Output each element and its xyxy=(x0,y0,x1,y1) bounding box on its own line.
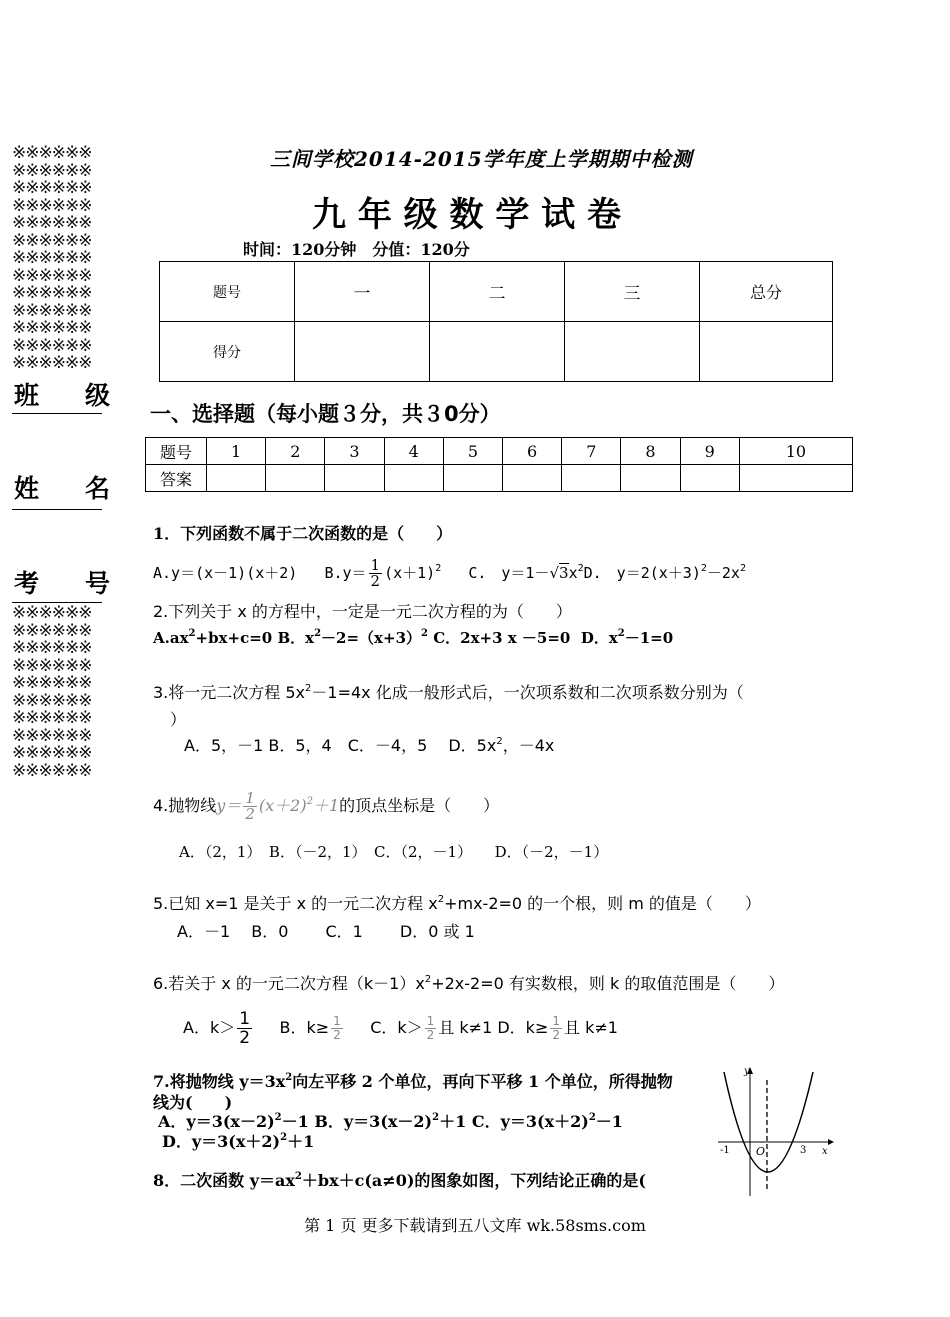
neg-one-label: -1 xyxy=(720,1145,730,1156)
score-cell xyxy=(700,322,833,382)
sidebar-pattern-top: ※※※※※※ ※※※※※※ ※※※※※※ ※※※※※※ ※※※※※※ ※※※※※※ ※※※※※※ ※※※※※※ ※※※※※※ ※※※※※※ ※※※※※※ ※※※※※※ ※※※※※※ xyxy=(12,145,92,373)
exam-title: 九 年 级 数 学 试 卷 xyxy=(312,195,622,235)
score-cell xyxy=(430,322,565,382)
q7-stem: 7.将抛物线 $y=3x^2$向左平移 2 个单位，再向下平移 1 个单位，所得抛物 xyxy=(153,1072,673,1091)
section1-title: 一、选择题（每小题３分，共３0分） xyxy=(150,402,501,426)
q3-stem: 3.将一元二次方程 $5x^2-1=4x$ 化成一般形式后，一次项系数和二次项系数分别为（ xyxy=(153,683,744,702)
q6-stem: 6.若关于 x 的一元二次方程$(k-1)x^2+2x-2=0$ 有实数根，则 k 的取值范围是（ ） xyxy=(153,974,785,993)
answer-cell xyxy=(621,465,680,492)
q7-options-row2: D．$y=3(x+2)^2+1$ xyxy=(162,1132,315,1151)
answer-number: 1 xyxy=(207,438,266,465)
score-cell xyxy=(565,322,700,382)
answer-cell xyxy=(562,465,621,492)
q6-options: A．k＞ $\frac{1}{2}$ B．k≥ $\frac{1}{2}$ C．k＞ $\frac{1}{2}$ 且 k≠1 D．k≥ $\frac{1}{2}$ 且 k≠1 xyxy=(183,1009,618,1048)
q7-stem-cont: 线为( ) xyxy=(153,1093,233,1112)
score-cell xyxy=(295,322,430,382)
q4-stem: 4.抛物线y＝ $\frac{1}{2}$ $(x+2)^2+1$的顶点坐标是（ ） xyxy=(153,789,500,823)
q2-options: $A.ax^2+bx+c=0$ B．$x^2-2=(x+3)^2$ C．2x+3 x －5=0 D．$x^2-1=0$ xyxy=(153,628,674,647)
answer-cell xyxy=(384,465,443,492)
school-title: 三间学校2014-2015学年度上学期期中检测 xyxy=(270,147,693,171)
parabola-graph xyxy=(712,1062,837,1198)
sidebar-pattern-bottom: ※※※※※※ ※※※※※※ ※※※※※※ ※※※※※※ ※※※※※※ ※※※※※※ ※※※※※※ ※※※※※※ ※※※※※※ ※※※※※※ xyxy=(12,605,92,781)
score-table xyxy=(159,261,833,382)
exam-number-label: 考 号 xyxy=(14,569,110,598)
time-info: 时间：120分钟 分值：120分 xyxy=(243,240,470,259)
x-axis-arrow xyxy=(828,1139,834,1145)
q5-stem: 5.已知 x=1 是关于 x 的一元二次方程 $x^2+mx-2=0$ 的一个根，则 m 的值是（ ） xyxy=(153,894,761,913)
score-header-three: 三 xyxy=(565,262,700,322)
answer-number: 10 xyxy=(739,438,852,465)
name-label: 姓 名 xyxy=(14,474,110,503)
y-label: y xyxy=(744,1066,750,1077)
x-label: x xyxy=(822,1146,828,1157)
answer-cell xyxy=(325,465,384,492)
answer-cell xyxy=(207,465,266,492)
q1-stem: 1．下列函数不属于二次函数的是（ ） xyxy=(153,524,453,543)
q3-options: A．5，－1 B．5，4 C．－4，5 D．$5x^2$，－4x xyxy=(184,736,555,755)
answer-number: 3 xyxy=(325,438,384,465)
answer-cell xyxy=(503,465,562,492)
answer-row1-label: 题号 xyxy=(146,438,207,465)
answer-table xyxy=(145,437,853,492)
answer-number: 2 xyxy=(266,438,325,465)
score-header-total: 总分 xyxy=(700,262,833,322)
origin-label: O xyxy=(756,1145,766,1158)
three-label: 3 xyxy=(800,1145,807,1156)
answer-number: 4 xyxy=(384,438,443,465)
parabola-curve xyxy=(724,1072,813,1172)
answer-number: 8 xyxy=(621,438,680,465)
class-label: 班 级 xyxy=(14,381,110,410)
answer-cell xyxy=(266,465,325,492)
answer-cell xyxy=(443,465,502,492)
answer-cell xyxy=(739,465,852,492)
score-header-two: 二 xyxy=(430,262,565,322)
name-line xyxy=(12,509,102,510)
answer-number: 7 xyxy=(562,438,621,465)
footer: 第 1 页 更多下载请到五八文库 wk.58sms.com xyxy=(304,1216,646,1235)
q4-equation: y＝ $\frac{1}{2}$ $(x+2)^2+1$ xyxy=(216,789,340,823)
q7-options-row1: A．$y=3(x-2)^2-1$ B．$y=3(x-2)^2+1$ C．$y=3(x+2)^2-1$ xyxy=(158,1112,623,1131)
q4-options: A．（2，1） B．（－2，1） C．（2，－1） D．（－2，－1） xyxy=(179,843,609,861)
q3-stem-cont: ） xyxy=(170,710,187,729)
q1-options: A.y＝(x－1)(x＋2) B.y＝ $\frac{1}{2}$ $(x+1)^2$ C. $y=1-√3x^2D$. $y=2(x+3)^2-2x^2$ xyxy=(153,556,746,590)
q2-stem: 2.下列关于 x 的方程中，一定是一元二次方程的为（ ） xyxy=(153,602,572,621)
answer-cell xyxy=(680,465,739,492)
answer-number: 9 xyxy=(680,438,739,465)
class-line xyxy=(12,413,102,414)
score-row-label: 得分 xyxy=(160,322,295,382)
exam-number-line xyxy=(12,602,102,603)
q5-options: A．－1 B．0 C．1 D．0 或 1 xyxy=(177,922,475,941)
score-header-one: 一 xyxy=(295,262,430,322)
answer-number: 5 xyxy=(443,438,502,465)
score-header-number: 题号 xyxy=(160,262,295,322)
q8-stem: 8．二次函数 $y=ax^2+bx+c(a\ne 0)$的图象如图，下列结论正确的是( xyxy=(153,1171,646,1190)
answer-row2-label: 答案 xyxy=(146,465,207,492)
answer-number: 6 xyxy=(503,438,562,465)
